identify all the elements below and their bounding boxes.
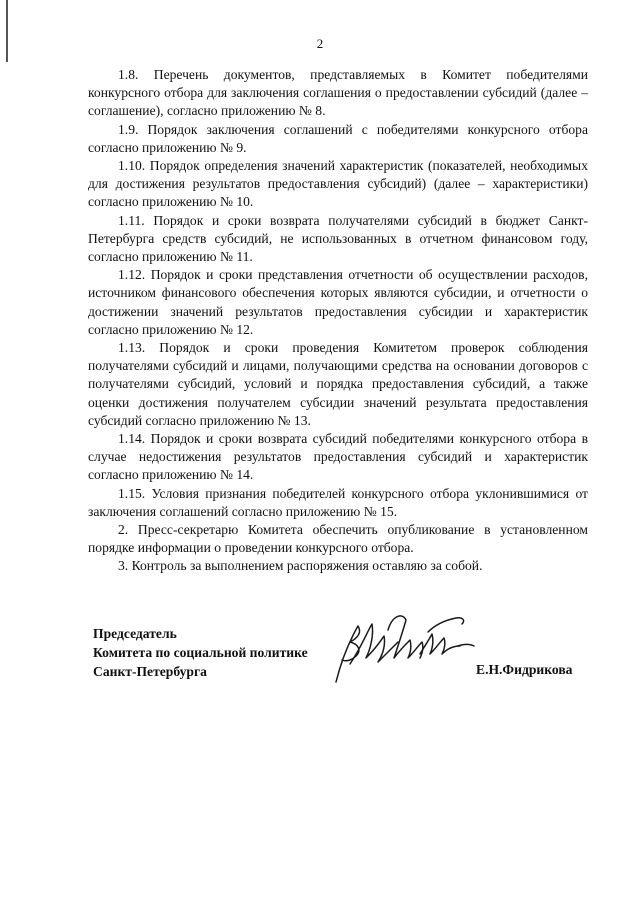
paragraph-3: 3. Контроль за выполнением распоряжения оставляю за собой.: [118, 558, 483, 574]
scan-edge-line: [6, 0, 8, 62]
paragraph-2: 2. Пресс-секретарю Комитета обеспечить опубликование в установленном порядке информации о проведении конкурсного отбора.: [88, 522, 588, 556]
page-number: 2: [316, 36, 324, 51]
signatory-position: Председатель: [93, 626, 177, 641]
document-body: [88, 66, 588, 576]
signatory-city: Санкт-Петербурга: [93, 664, 207, 679]
paragraph-1-12: 1.12. Порядок и сроки представления отчетности об осуществлении расходов, источником финансового обеспечения которых являются субсидии, и отчетности о достижении значений результатов предоставления субсидии и характеристик согласно приложению № 12.: [88, 267, 588, 337]
paragraph-1-13: 1.13. Порядок и сроки проведения Комитетом проверок соблюдения получателями субсидий и лицами, получающими средства на основании договоров с получателями субсидий, условий и порядка предоставления субсидий, а также оценки достижения получателем субсидии значений результата предоставления субсидий согласно приложению № 13.: [88, 340, 588, 428]
signatory-title-block: [93, 624, 308, 681]
handwritten-signature: [328, 606, 478, 688]
paragraph-1-8: 1.8. Перечень документов, представляемых в Комитет победителями конкурсного отбора для заключения соглашения о предоставлении субсидий (далее – соглашение), согласно приложению № 8.: [88, 67, 588, 119]
signatory-name: Е.Н.Фидрикова: [476, 662, 573, 677]
paragraph-1-10: 1.10. Порядок определения значений характеристик (показателей, необходимых для достижения результатов предоставления субсидий) (далее – характеристики) согласно приложению № 10.: [88, 158, 588, 210]
paragraph-1-11: 1.11. Порядок и сроки возврата получателями субсидий в бюджет Санкт-Петербурга средств субсидий, не использованных в отчетном финансовом году, согласно приложению № 11.: [88, 212, 588, 265]
paragraph-1-9: 1.9. Порядок заключения соглашений с победителями конкурсного отбора согласно приложению № 9.: [88, 121, 588, 155]
signatory-committee: Комитета по социальной политике: [93, 645, 308, 660]
paragraph-1-15: 1.15. Условия признания победителей конкурсного отбора уклонившимися от заключения соглашений согласно приложению № 15.: [88, 485, 588, 519]
paragraph-1-14: 1.14. Порядок и сроки возврата субсидий победителями конкурсного отбора в случае недостижения результатов предоставления субсидий и характеристик согласно приложению № 14.: [88, 431, 588, 483]
